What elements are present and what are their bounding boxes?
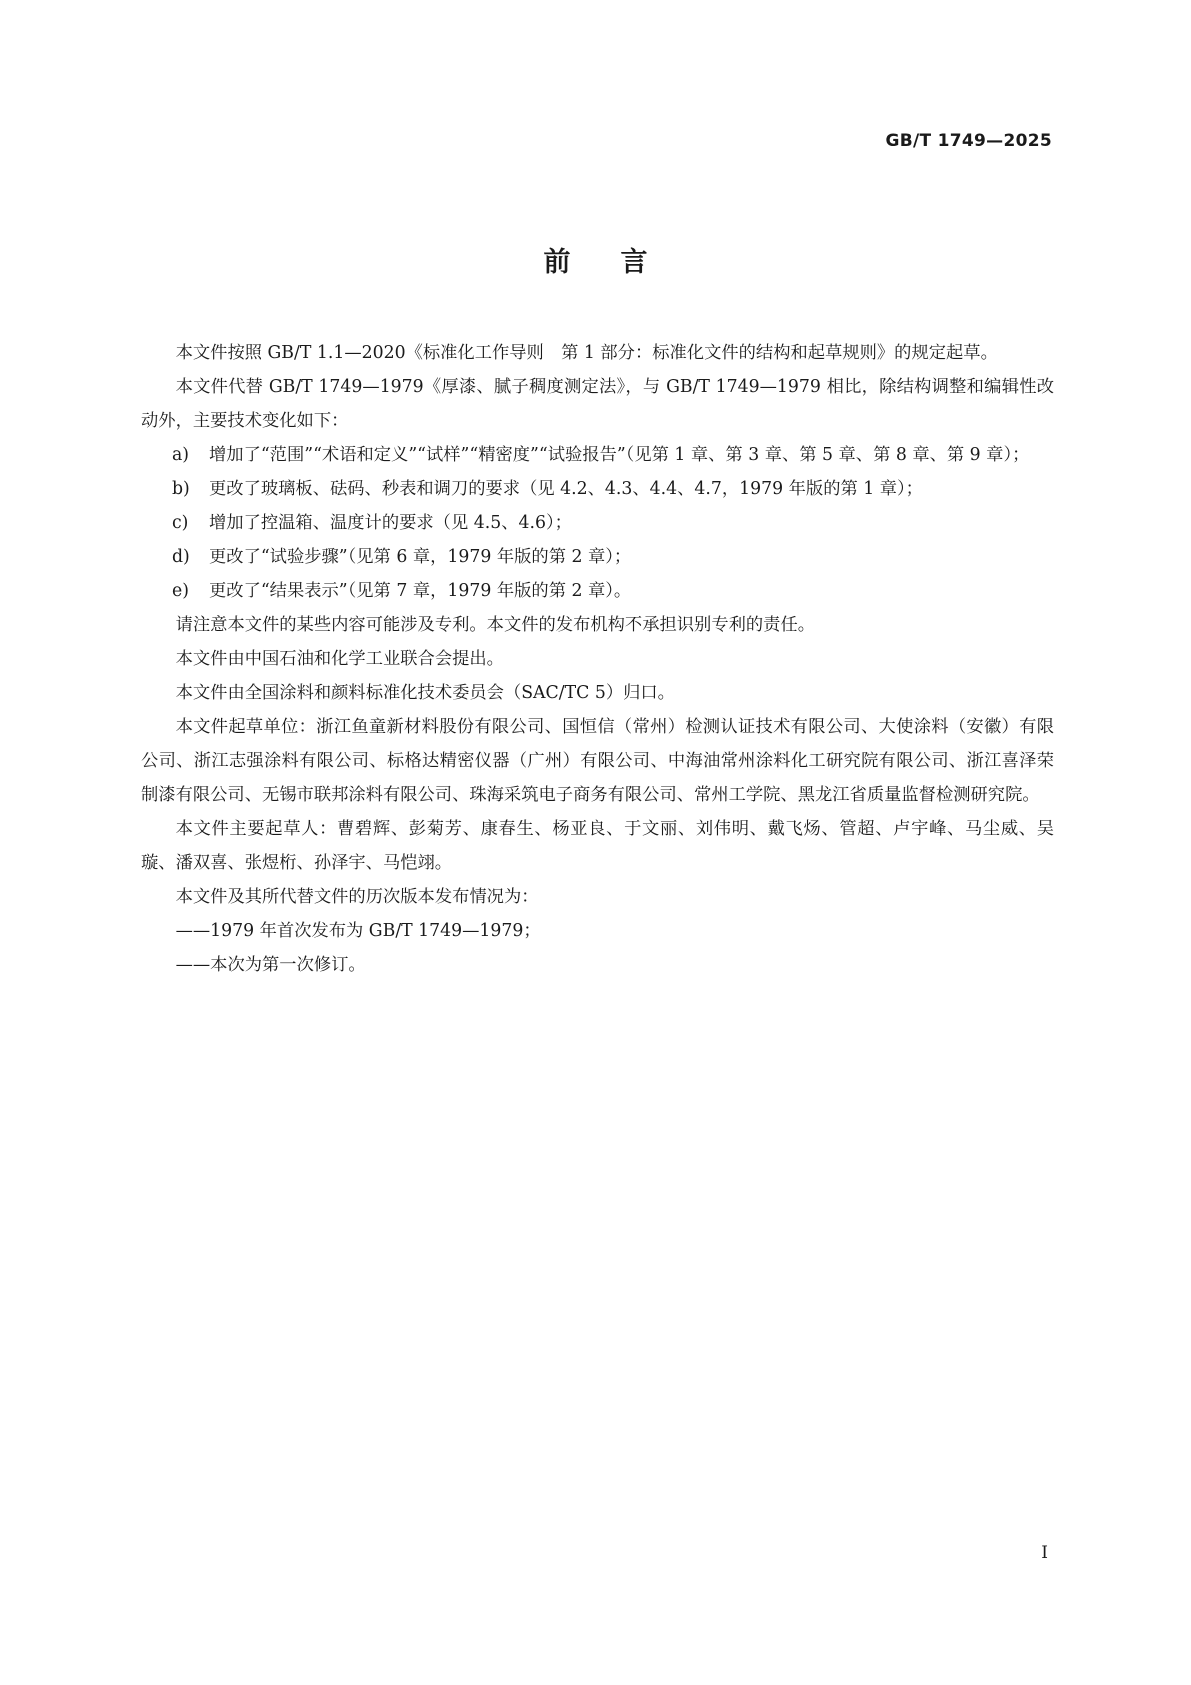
change-item (141, 438, 1054, 472)
change-item (141, 506, 1054, 540)
change-item (141, 574, 1054, 608)
change-text: 更改了“结果表示”（见第 7 章，1979 年版的第 2 章）。 (209, 581, 632, 601)
list-marker: a) (172, 445, 190, 465)
paragraph-drafting-units: 本文件起草单位：浙江鱼童新材料股份有限公司、国恒信（常州）检测认证技术有限公司、大使涂料（安徽）有限公司、浙江志强涂料有限公司、标格达精密仪器（广州）有限公司、中海油常州涂料化工研究院有限公司、浙江喜泽荣制漆有限公司、无锡市联邦涂料有限公司、珠海采筑电子商务有限公司、常州工学院、黑龙江省质量监督检测研究院。 (141, 717, 1054, 805)
change-text: 更改了“试验步骤”（见第 6 章，1979 年版的第 2 章）； (209, 547, 632, 567)
page-title: 前言 (543, 247, 698, 278)
paragraph-administrator: 本文件由全国涂料和颜料标准化技术委员会（SAC/TC 5）归口。 (175, 683, 675, 703)
list-marker: e) (172, 581, 189, 601)
page-number: Ⅰ (1041, 1543, 1048, 1563)
paragraph-replacement: 本文件代替 GB/T 1749—1979《厚漆、腻子稠度测定法》，与 GB/T 1749—1979 相比，除结构调整和编辑性改动外，主要技术变化如下： (141, 377, 1054, 431)
paragraph-drafters: 本文件主要起草人：曹碧辉、彭菊芳、康春生、杨亚良、于文丽、刘伟明、戴飞炀、管超、卢宇峰、马尘威、吴璇、潘双喜、张煜桁、孙泽宇、马恺翊。 (141, 819, 1054, 873)
history-item: ——本次为第一次修订。 (175, 955, 366, 975)
paragraph-history-intro: 本文件及其所代替文件的历次版本发布情况为： (175, 887, 539, 907)
change-text: 更改了玻璃板、砝码、秒表和调刀的要求（见 4.2、4.3、4.4、4.7，1979 年版的第 1 章）； (209, 479, 923, 499)
paragraph-drafting-rules: 本文件按照 GB/T 1.1—2020《标准化工作导则 第 1 部分：标准化文件的结构和起草规则》的规定起草。 (175, 343, 998, 363)
list-marker: b) (172, 479, 190, 499)
list-marker: c) (172, 513, 189, 533)
standard-code: GB/T 1749—2025 (885, 131, 1052, 151)
paragraph-proposer: 本文件由中国石油和化学工业联合会提出。 (175, 649, 504, 669)
history-item: ——1979 年首次发布为 GB/T 1749—1979； (175, 921, 541, 941)
change-item (141, 540, 1054, 574)
change-item (141, 472, 1054, 506)
change-text: 增加了控温箱、温度计的要求（见 4.5、4.6）； (209, 513, 572, 533)
paragraph-patent-notice: 请注意本文件的某些内容可能涉及专利。本文件的发布机构不承担识别专利的责任。 (175, 615, 816, 635)
list-marker: d) (172, 547, 190, 567)
change-text: 增加了“范围”“术语和定义”“试样”“精密度”“试验报告”（见第 1 章、第 3 章、第 5 章、第 8 章、第 9 章）； (209, 445, 1030, 465)
document-body (141, 336, 1054, 982)
